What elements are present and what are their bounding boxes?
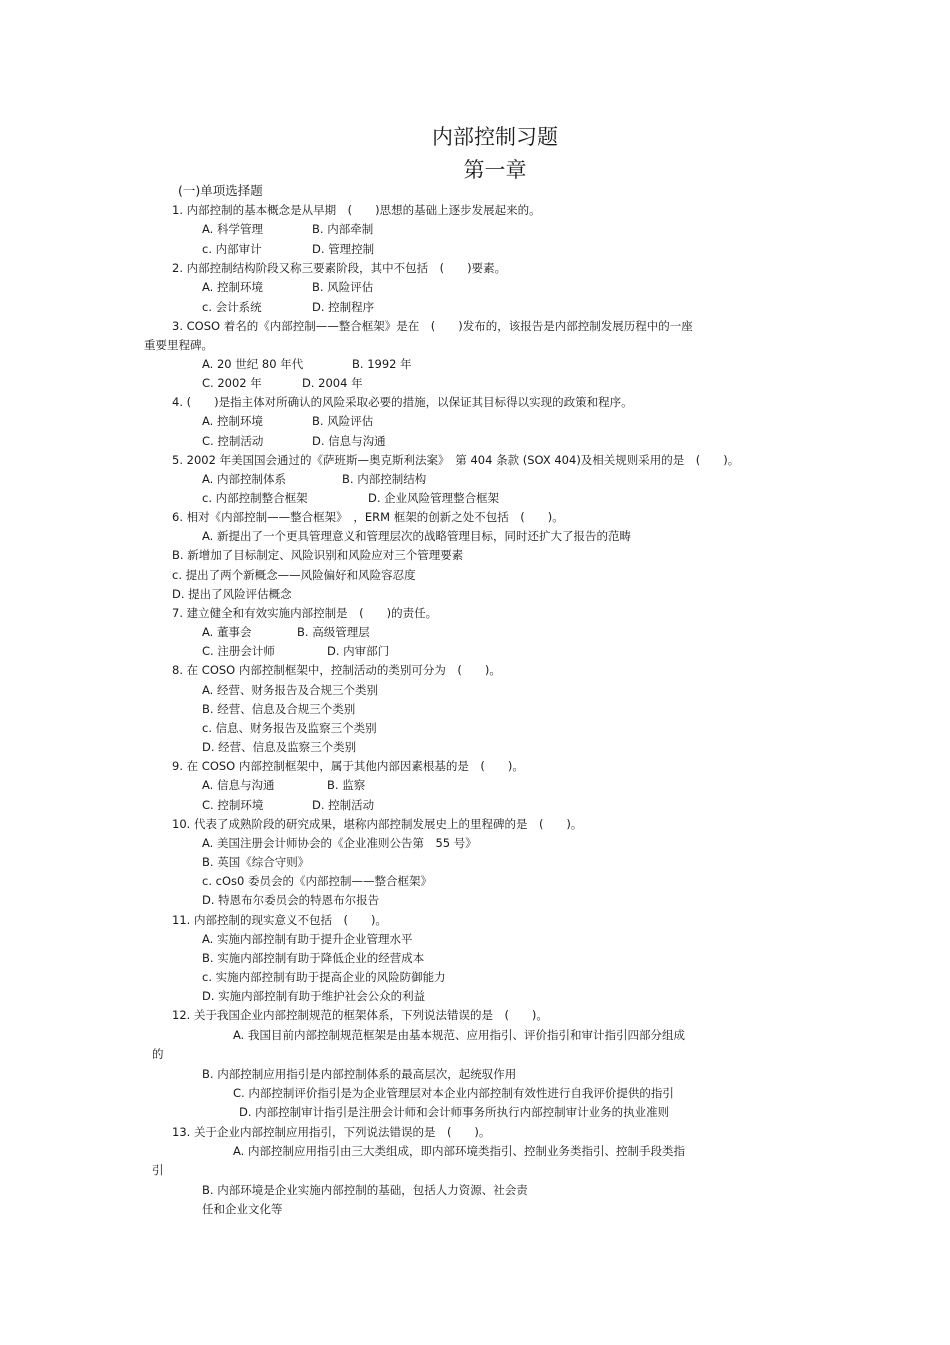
option-letter: A. — [202, 625, 214, 639]
option-letter: 6. — [172, 510, 183, 524]
option-letter: 12. — [172, 1008, 191, 1022]
option — [233, 1143, 685, 1159]
option — [202, 490, 308, 506]
option-text: 新增加了目标制定、风险识别和风险应对三个管理要素 — [187, 548, 464, 562]
option-letter: 3. — [172, 319, 183, 333]
option-text: 2002 年 — [217, 376, 262, 390]
option-letter: A. — [202, 836, 214, 850]
option-letter: A. — [202, 778, 214, 792]
option — [368, 490, 499, 506]
option-letter: B. — [312, 280, 324, 294]
question-stem: 内部控制的基本概念是从早期 ( )思想的基础上逐步发展起来的。 — [186, 203, 541, 217]
option-letter: A. — [202, 472, 214, 486]
question-9 — [172, 758, 524, 774]
question-7 — [172, 605, 437, 621]
option-letter: D. — [327, 644, 340, 658]
option — [202, 682, 378, 698]
option-text: 会计系统 — [215, 300, 262, 314]
option — [172, 586, 292, 602]
option-continued: 的 — [152, 1047, 164, 1061]
option-text: 内部牵制 — [327, 222, 374, 236]
option-text: 内部控制结构 — [357, 472, 427, 486]
option-text: 风险评估 — [327, 280, 374, 294]
question-4 — [172, 394, 633, 410]
option-text: 经营、信息及合规三个类别 — [217, 702, 356, 716]
option — [202, 356, 303, 372]
question-3 — [172, 318, 693, 334]
option-letter: A. — [202, 529, 214, 543]
option-text: 内部环境是企业实施内部控制的基础，包括人力资源、社会责 — [217, 1183, 528, 1197]
option-text: 在 COSO 内部控制框架中，属于其他内部因素根基的是 ( )。 — [186, 759, 524, 773]
option-letter: A. — [202, 222, 214, 236]
option — [202, 969, 446, 985]
option — [312, 279, 373, 295]
option — [202, 528, 631, 544]
question-2 — [172, 260, 506, 276]
option-letter: B. — [327, 778, 339, 792]
option — [202, 892, 379, 908]
option-text: 提出了风险评估概念 — [188, 587, 292, 601]
option-text: 风险评估 — [327, 414, 374, 428]
option-letter: C. — [202, 798, 214, 812]
option — [202, 873, 432, 889]
option-text: 提出了两个新概念——风险偏好和风险容忍度 — [185, 568, 416, 582]
option-text: 实施内部控制有助于维护社会公众的利益 — [218, 989, 426, 1003]
option — [312, 413, 373, 429]
option-letter: 4. — [172, 395, 183, 409]
option-letter: 10. — [172, 817, 191, 831]
option-text: cOs0 委员会的《内部控制——整合框架》 — [215, 874, 432, 888]
option-text: 代表了成熟阶段的研究成果，堪称内部控制发展史上的里程碑的是 ( )。 — [193, 817, 583, 831]
option-letter: C. — [202, 376, 214, 390]
option-letter: D. — [239, 1105, 252, 1119]
option — [202, 299, 262, 315]
option-letter: A. — [202, 683, 214, 697]
option-letter: B. — [202, 1067, 214, 1081]
option-text: 董事会 — [216, 625, 252, 639]
option — [202, 1182, 528, 1198]
option-continued: 任和企业文化等 — [202, 1202, 283, 1216]
section-heading: (一)单项选择题 — [178, 183, 263, 198]
option-letter: c. — [202, 874, 212, 888]
option-letter: B. — [312, 414, 324, 428]
option-text: 20 世纪 80 年代 — [216, 357, 304, 371]
option-letter: B. — [202, 1183, 214, 1197]
document-title: 内部控制习题 — [432, 125, 558, 149]
option-letter: B. — [172, 548, 184, 562]
option-text: 新提出了一个更具管理意义和管理层次的战略管理目标，同时还扩大了报告的范畴 — [216, 529, 631, 543]
option-letter: 13. — [172, 1125, 191, 1139]
option-text: 英国《综合守则》 — [217, 855, 310, 869]
option-letter: A. — [233, 1028, 245, 1042]
option-letter: C. — [202, 434, 214, 448]
option-text: 实施内部控制有助于降低企业的经营成本 — [217, 951, 425, 965]
option — [327, 643, 389, 659]
option — [312, 433, 386, 449]
question-6 — [172, 509, 564, 525]
option — [202, 797, 263, 813]
option — [172, 567, 416, 583]
option-text: 实施内部控制有助于提高企业的风险防御能力 — [215, 970, 446, 984]
option-text: 信息、财务报告及监察三个类别 — [215, 721, 377, 735]
option-text: COSO 着名的《内部控制——整合框架》是在 ( )发布的，该报告是内部控制发展历程中的一座 — [186, 319, 693, 333]
option-letter: c. — [202, 970, 212, 984]
option-text: 控制环境 — [216, 280, 263, 294]
question-8 — [172, 662, 501, 678]
option-letter: D. — [312, 300, 325, 314]
option-letter: B. — [342, 472, 354, 486]
option-text: 控制活动 — [217, 434, 264, 448]
option-letter: A. — [202, 414, 214, 428]
option-letter: c. — [202, 242, 212, 256]
option — [202, 739, 356, 755]
option-letter: C. — [233, 1086, 245, 1100]
option — [202, 433, 263, 449]
question-1 — [172, 202, 541, 218]
option-text: 控制环境 — [217, 798, 264, 812]
option-letter: D. — [202, 893, 215, 907]
option — [202, 279, 263, 295]
option-letter: D. — [202, 740, 215, 754]
option-text: 企业风险管理整合框架 — [384, 491, 500, 505]
option-text: 内审部门 — [343, 644, 390, 658]
option-text: 内部审计 — [215, 242, 262, 256]
option — [202, 413, 263, 429]
option-letter: B. — [352, 357, 364, 371]
option-letter: 5. — [172, 453, 183, 467]
option — [202, 950, 424, 966]
option — [342, 471, 426, 487]
option-text: 内部控制评价指引是为企业管理层对本企业内部控制有效性进行自我评价提供的指引 — [248, 1086, 674, 1100]
question-stem-continued: 重要里程碑。 — [144, 338, 213, 352]
option-text: 控制程序 — [328, 300, 375, 314]
option — [202, 854, 309, 870]
option — [172, 547, 463, 563]
option-letter: B. — [312, 222, 324, 236]
option-text: 2002 年美国国会通过的《萨班斯—奥克斯利法案》 第 404 条款 (SOX 404)及相关规则采用的是 ( )。 — [186, 453, 740, 467]
option-text: 注册会计师 — [217, 644, 275, 658]
option-letter: c. — [202, 491, 212, 505]
option-letter: D. — [302, 376, 315, 390]
option-letter: 9. — [172, 759, 183, 773]
option-text: 内部控制结构阶段又称三要素阶段，其中不包括 ( )要素。 — [186, 261, 507, 275]
option-letter: 2. — [172, 261, 183, 275]
option — [202, 931, 412, 947]
question-10 — [172, 816, 582, 832]
option-text: 高级管理层 — [312, 625, 370, 639]
option-text: 实施内部控制有助于提升企业管理水平 — [216, 932, 413, 946]
option-continued: 引 — [152, 1163, 164, 1177]
option — [312, 797, 374, 813]
option-text: 关于企业内部控制应用指引，下列说法错误的是 ( )。 — [193, 1125, 491, 1139]
option-text: 内部控制审计指引是注册会计师和会计师事务所执行内部控制审计业务的执业准则 — [255, 1105, 670, 1119]
option-text: 内部控制体系 — [216, 472, 286, 486]
question-13 — [172, 1124, 490, 1140]
option-text: 内部控制应用指引由三大类组成，即内部环境类指引、控制业务类指引、控制手段类指 — [247, 1144, 685, 1158]
option — [202, 835, 477, 851]
option — [312, 221, 373, 237]
question-number: 1. — [172, 203, 183, 217]
option-letter: 7. — [172, 606, 183, 620]
option-letter: A. — [202, 932, 214, 946]
option — [202, 471, 286, 487]
option-letter: B. — [297, 625, 309, 639]
option — [312, 241, 374, 257]
option-letter: c. — [172, 568, 182, 582]
option-letter: A. — [202, 357, 214, 371]
option-text: 控制活动 — [328, 798, 375, 812]
option — [202, 988, 425, 1004]
option-text: 1992 年 — [367, 357, 412, 371]
option-letter: D. — [312, 798, 325, 812]
option-letter: 11. — [172, 913, 191, 927]
option-text: 在 COSO 内部控制框架中，控制活动的类别可分为 ( )。 — [186, 663, 501, 677]
chapter-title: 第一章 — [463, 158, 527, 182]
option-letter: D. — [312, 434, 325, 448]
option-letter: D. — [202, 989, 215, 1003]
option — [302, 375, 363, 391]
option-letter: 8. — [172, 663, 183, 677]
option-letter: B. — [202, 702, 214, 716]
option — [202, 777, 274, 793]
question-11 — [172, 912, 387, 928]
option — [233, 1027, 685, 1043]
option — [202, 720, 377, 736]
option-text: 美国注册会计师协会的《企业准则公告第 55 号》 — [216, 836, 477, 850]
option-text: 相对《内部控制——整合框架》 ，ERM 框架的创新之处不包括 ( )。 — [186, 510, 564, 524]
option — [202, 1066, 516, 1082]
option — [202, 701, 355, 717]
option-text: 经营、财务报告及合规三个类别 — [216, 683, 378, 697]
option — [202, 624, 251, 640]
option-letter: D. — [172, 587, 185, 601]
question-5 — [172, 452, 739, 468]
option-text: 监察 — [342, 778, 366, 792]
option-text: 信息与沟通 — [216, 778, 275, 792]
option-letter: c. — [202, 300, 212, 314]
option — [312, 299, 374, 315]
option-text: 控制环境 — [216, 414, 263, 428]
option-text: ( )是指主体对所确认的风险采取必要的措施，以保证其目标得以实现的政策和程序。 — [186, 395, 633, 409]
option-text: 关于我国企业内部控制规范的框架体系，下列说法错误的是 ( )。 — [193, 1008, 548, 1022]
option-text: 信息与沟通 — [328, 434, 386, 448]
option — [202, 643, 275, 659]
option-letter: c. — [202, 721, 212, 735]
option-text: 科学管理 — [216, 222, 263, 236]
option-text: 特恩布尔委员会的特恩布尔报告 — [218, 893, 380, 907]
option — [352, 356, 412, 372]
option — [202, 375, 262, 391]
option-letter: D. — [368, 491, 381, 505]
option-letter: B. — [202, 855, 214, 869]
option-text: 内部控制应用指引是内部控制体系的最高层次，起统驭作用 — [217, 1067, 517, 1081]
option-text: 建立健全和有效实施内部控制是 ( )的责任。 — [186, 606, 438, 620]
option-letter: B. — [202, 951, 214, 965]
option — [239, 1104, 669, 1120]
option-letter: D. — [312, 242, 325, 256]
option-text: 内部控制整合框架 — [215, 491, 308, 505]
option-letter: A. — [202, 280, 214, 294]
option-text: 经营、信息及监察三个类别 — [218, 740, 357, 754]
option-text: 我国目前内部控制规范框架是由基本规范、应用指引、评价指引和审计指引四部分组成 — [247, 1028, 685, 1042]
option-letter: A. — [233, 1144, 245, 1158]
option — [297, 624, 370, 640]
option — [202, 241, 262, 257]
option-text: 2004 年 — [318, 376, 363, 390]
option — [233, 1085, 674, 1101]
option-text: 管理控制 — [328, 242, 375, 256]
option — [202, 221, 263, 237]
option-text: 内部控制的现实意义不包括 ( )。 — [193, 913, 387, 927]
option — [327, 777, 365, 793]
question-12 — [172, 1007, 548, 1023]
option-letter: C. — [202, 644, 214, 658]
